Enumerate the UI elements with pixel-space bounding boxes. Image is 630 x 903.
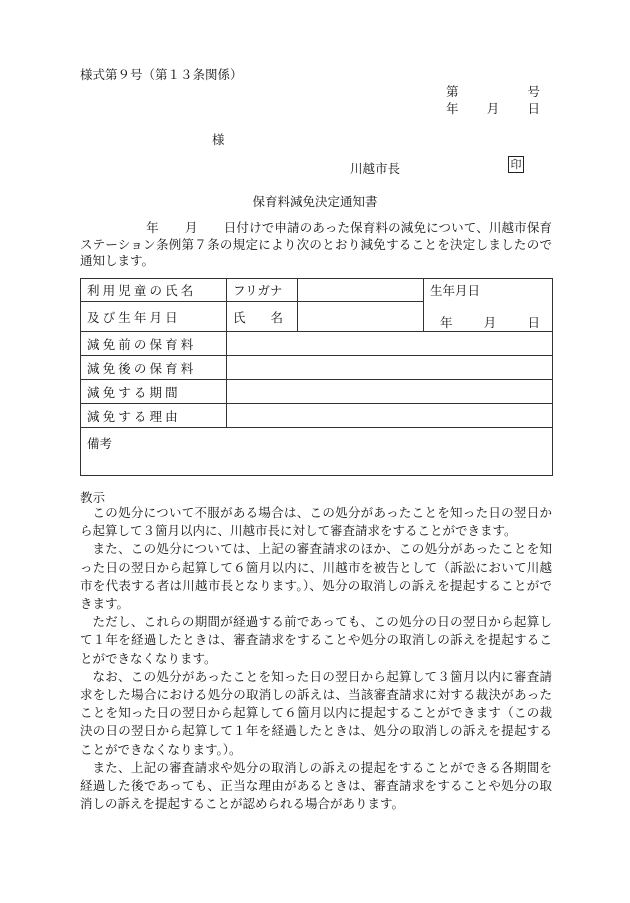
notes-field[interactable] (81, 428, 553, 476)
reduction-form-table (80, 278, 553, 476)
document-number (446, 82, 540, 100)
furigana-label: フリガナ (227, 279, 298, 302)
issue-year: 年 (446, 101, 459, 116)
notes-label: 備考 (87, 436, 113, 451)
number-label: 第 (446, 84, 459, 99)
name-field[interactable] (298, 302, 424, 332)
name-label: 氏 名 (227, 302, 298, 332)
addressee: 様 (212, 132, 225, 147)
reason-field[interactable] (227, 404, 553, 428)
furigana-field[interactable] (298, 279, 424, 302)
issuer-name: 川越市長 (350, 161, 401, 176)
document-title: 保育料減免決定通知書 (252, 194, 378, 209)
kyoji-body (80, 504, 552, 813)
child-label-2: 及び生年月日 (81, 302, 227, 332)
birthdate-cell[interactable] (424, 279, 553, 332)
birthdate-label: 生年月日 (430, 283, 481, 298)
fee-after-field[interactable] (227, 356, 553, 380)
kyoji-paragraph: また、上記の審査請求や処分の取消しの訴えの提起をすることができる各期間を経過した後であっても、正当な理由があるときは、審査請求をすることや処分の取消しの訴えを提起することが認められる場合があります。 (80, 759, 552, 812)
birthdate-values (430, 313, 546, 331)
kyoji-heading: 教示 (80, 490, 106, 505)
number-suffix: 号 (527, 84, 540, 99)
fee-after-label: 減免後の保育料 (81, 356, 227, 380)
issue-month: 月 (486, 101, 500, 116)
birth-year: 年 (440, 315, 453, 330)
issue-date (446, 99, 540, 117)
kyoji-paragraph: この処分について不服がある場合は、この処分があったことを知った日の翌日から起算して３箇月以内に、川越市長に対して審査請求をすることができます。 (80, 505, 552, 539)
intro-month: 月 (184, 220, 198, 235)
reason-label: 減免する理由 (81, 404, 227, 428)
intro-paragraph (80, 220, 552, 270)
kyoji-paragraph: ただし、これらの期間が経過する前であっても、この処分の日の翌日から起算して１年を経過したときは、審査請求をすることや処分の取消しの訴えを提起することができなくなります。 (80, 614, 552, 666)
seal-mark: 印 (508, 156, 524, 173)
period-label: 減免する期間 (81, 380, 227, 404)
fee-before-field[interactable] (227, 332, 553, 356)
kyoji-paragraph: なお、この処分があったことを知った日の翌日から起算して３箇月以内に審査請求をした場合における処分の取消しの訴えは、当該審査請求に対する裁決があったことを知った日の翌日から起算して６箇月以内に提起することができます（この裁決の日の翌日から起算して１年を経過したときは、処分の取消しの訴えを提起することができなくなります。）。 (80, 668, 552, 757)
fee-before-label: 減免前の保育料 (81, 332, 227, 356)
intro-text: 日付けで申請のあった保育料の減免について、川越市保育ステーション条例第７条の規定により次のとおり減免することを決定しましたので通知します。 (80, 220, 552, 268)
intro-year: 年 (146, 220, 159, 235)
period-field[interactable] (227, 380, 553, 404)
birth-month: 月 (483, 315, 497, 330)
form-id: 様式第９号（第１３条関係） (80, 67, 243, 82)
issue-day: 日 (527, 101, 540, 116)
birth-day: 日 (527, 315, 540, 330)
kyoji-paragraph: また、この処分については、上記の審査請求のほか、この処分があったことを知った日の翌日から起算して６箇月以内に、川越市を被告として（訴訟において川越市を代表する者は川越市長となります。）、処分の取消しの訴えを提起することができます。 (80, 541, 552, 612)
child-label-1: 利用児童の氏名 (81, 279, 227, 302)
